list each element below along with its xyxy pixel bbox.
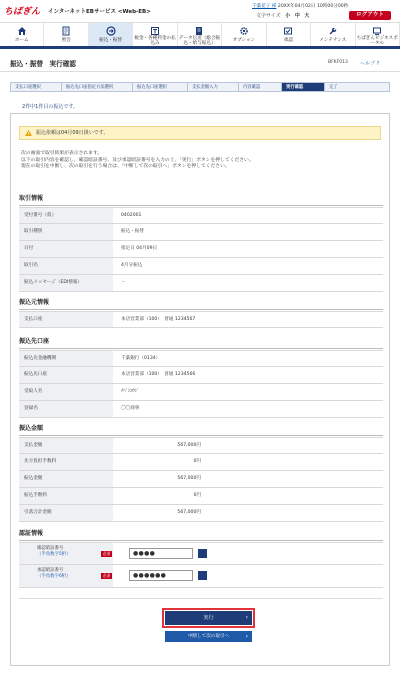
instruction-line: 現在の取引を中断し、次の取引を行う場合は、「中断して次の取引へ」ボタンを押してください。 [21, 164, 230, 170]
nav-label: オプション [232, 38, 256, 43]
logout-button[interactable]: ログアウト [349, 11, 391, 20]
row-label: 先方負担手数料 [19, 454, 113, 470]
help-icon: ? [376, 61, 380, 67]
row-value: 指定日 04月09日 [121, 246, 158, 251]
table-row [19, 384, 383, 401]
confirm-pin-label: 確認暗証番号 [37, 546, 64, 551]
step-4: 支払金額入力 [187, 82, 239, 92]
step-2: 振込先口座指定方法選択 [61, 82, 133, 92]
row-label: 振込先金融機関 [19, 351, 113, 366]
nav-label: ホーム [14, 38, 29, 43]
row-label: 振込手数料 [19, 488, 113, 504]
row-label: 受取人名 [19, 384, 113, 400]
transfer-icon [106, 26, 116, 36]
table-row [19, 505, 383, 522]
bank-logo[interactable]: ちばぎん [4, 7, 41, 17]
step-7: 完了 [324, 82, 390, 92]
nav-approval[interactable] [267, 23, 311, 46]
row-value: 567,000円 [177, 510, 201, 515]
row-label: 振込金額 [19, 471, 113, 487]
confirm-pin-hint: （半角数字5桁） [37, 552, 71, 557]
approval-pin-label: 承認暗証番号 [37, 568, 64, 573]
table-row [19, 350, 383, 367]
portal-icon [372, 26, 382, 36]
step-1: 支払口座選択 [10, 82, 62, 92]
tools-icon [328, 26, 338, 36]
row-value: 振込・振替 [121, 229, 144, 234]
section-source-title: 振込元情報 [19, 297, 383, 310]
help-label: ヘルプ [360, 61, 376, 67]
confirm-pin-value: ●●●● [133, 550, 156, 557]
row-label-cell [19, 543, 113, 564]
instructions [21, 151, 254, 171]
row-label: 振込メッセージ（EDI情報） [19, 275, 113, 291]
row-value: 千葉銀行（0134） [121, 356, 161, 361]
row-value: － [121, 280, 126, 285]
font-size-large[interactable]: 大 [304, 13, 310, 19]
step-indicator [10, 82, 390, 92]
warning-message [19, 126, 381, 140]
main-card [10, 113, 390, 666]
nav-label: 承認 [283, 38, 293, 43]
transaction-table [19, 207, 383, 292]
row-label: 支払金額 [19, 438, 113, 453]
approval-pin-input[interactable] [129, 570, 193, 581]
execute-label: 実行 [203, 615, 214, 621]
table-row [19, 471, 383, 488]
table-row [19, 454, 383, 471]
row-value: 〇〇商事 [121, 406, 140, 411]
warning-text: 振込依頼は04月09日扱いです。 [36, 130, 109, 136]
row-label: 取引種別 [19, 224, 113, 240]
nav-label: ちばぎんビジネスポータル [356, 36, 398, 46]
table-row [19, 488, 383, 505]
row-label: 振込先口座 [19, 367, 113, 383]
nav-option[interactable] [222, 23, 266, 46]
font-size-medium[interactable]: 中 [294, 13, 300, 19]
title-bar [0, 52, 400, 72]
table-row [19, 542, 383, 565]
section-auth-title: 認証情報 [19, 528, 383, 541]
instruction-line: 次の画面で取引結果が表示されます。 [21, 151, 103, 156]
instruction-line: 以下の取引内容を確認し、確認暗証番号、及び承認暗証番号を入力の上、「実行」ボタンを押してください。 [21, 157, 254, 163]
warning-icon [25, 130, 32, 136]
nav-label: データ伝送（総合振込・給与振込） [178, 36, 221, 46]
nav-home[interactable] [0, 23, 44, 46]
chevron-right-icon: › [245, 633, 248, 640]
table-row [19, 565, 383, 588]
software-keyboard-icon[interactable] [198, 571, 207, 580]
help-link[interactable] [360, 60, 379, 67]
approval-icon [283, 26, 293, 36]
execute-button[interactable] [165, 611, 252, 625]
nav-inquiry[interactable] [44, 23, 88, 46]
row-value: 567,000円 [177, 476, 201, 481]
table-row [19, 275, 383, 292]
row-value: 567,000円 [177, 443, 201, 448]
header [0, 0, 400, 22]
progress-note: 2件中1件目の振込です。 [22, 104, 78, 110]
step-5: 内容確認 [238, 82, 282, 92]
row-value: 4月分振込 [121, 263, 143, 268]
gear-icon [239, 26, 249, 36]
approval-pin-hint: （半角数字6桁） [37, 574, 71, 579]
nav-tax[interactable] [133, 23, 177, 46]
table-row [19, 258, 383, 275]
table-row [19, 437, 383, 454]
nav-data[interactable] [178, 23, 222, 46]
nav-label: メンテナンス [319, 38, 347, 43]
row-value: 本店営業部（100） 普通 1234566 [121, 372, 196, 377]
table-row [19, 241, 383, 258]
user-info [252, 3, 348, 9]
row-value: ﾁﾊﾞｼﾖｳｼﾞ [121, 389, 140, 394]
destination-table [19, 350, 383, 418]
row-label: 取引名 [19, 258, 113, 274]
global-nav [0, 22, 400, 49]
suspend-next-button[interactable] [165, 631, 252, 642]
service-name: インターネットEBサービス <Web-EB> [48, 9, 151, 15]
approval-pin-value: ●●●●●● [133, 572, 167, 579]
font-size-small[interactable]: 小 [285, 13, 291, 19]
confirm-pin-input[interactable] [129, 548, 193, 559]
table-row [19, 207, 383, 224]
nav-label: 税金・各種料金の払込み [134, 36, 176, 46]
nav-label: 照会 [61, 38, 71, 43]
tax-icon [150, 26, 160, 36]
page-title: 振込・振替 実行確認 [10, 60, 76, 68]
table-row [19, 224, 383, 241]
inquiry-icon [61, 26, 71, 36]
step-3: 振込先口座選択 [132, 82, 188, 92]
source-table [19, 311, 383, 328]
button-area [19, 598, 383, 644]
user-name-link[interactable]: 千葉花子 様 [252, 4, 277, 9]
row-label-cell [19, 565, 113, 587]
section-amount-title: 振込金額 [19, 423, 383, 436]
section-destination-title: 振込先口座 [19, 336, 383, 349]
required-badge: 必須 [102, 573, 111, 578]
software-keyboard-icon[interactable] [198, 549, 207, 558]
row-label: 受付番号（仮） [19, 208, 113, 223]
amount-table [19, 437, 383, 522]
nav-maintenance[interactable] [311, 23, 355, 46]
data-icon [194, 26, 204, 36]
row-label: 引落合計金額 [19, 505, 113, 521]
suspend-label: 中断して次の取引へ [187, 634, 230, 639]
screen-id: BFKF013 [328, 60, 348, 65]
section-transaction-title: 取引情報 [19, 193, 383, 206]
row-value: 0円 [193, 459, 201, 464]
chevron-right-icon: › [245, 614, 248, 621]
row-value: 0402001 [121, 213, 142, 218]
row-label: 登録名 [19, 401, 113, 417]
row-label: 支払口座 [19, 312, 113, 327]
required-badge: 必須 [102, 551, 111, 556]
home-icon [17, 26, 27, 36]
last-login: 20XX年04月02日 10時00分00秒 [277, 4, 349, 9]
row-label: 日付 [19, 241, 113, 257]
row-value: 0円 [193, 493, 201, 498]
nav-label: 振込・振替 [99, 38, 123, 43]
row-value: 本店営業部（100） 普通 1234567 [121, 317, 196, 322]
table-row [19, 401, 383, 418]
nav-portal[interactable] [356, 23, 400, 46]
font-size-switcher [256, 12, 309, 19]
table-row [19, 367, 383, 384]
font-size-label: 文字サイズ [256, 13, 281, 19]
auth-table [19, 542, 383, 588]
nav-transfer[interactable] [89, 23, 133, 46]
step-6-current: 実行確認 [281, 82, 325, 92]
table-row [19, 311, 383, 328]
